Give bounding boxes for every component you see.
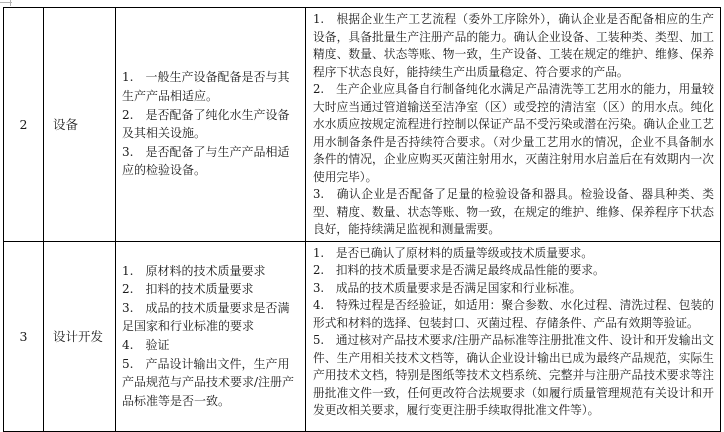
check-item: 3. 是否配备了与生产产品相适应的检验设备。 [122, 144, 290, 178]
table-row [4, 8, 721, 242]
category-cell [44, 241, 116, 431]
audit-checklist-table [3, 7, 721, 432]
row-number: 3 [19, 328, 28, 344]
check-item: 2. 是否配备了纯化水生产设备及其相关设施。 [122, 107, 290, 141]
check-item: 2. 扣料的技术质量要求 [122, 282, 254, 297]
category-cell [44, 8, 116, 242]
check-detail: 2. 生产企业应具备自行制备纯化水满足产品清洗等工艺用水的能力，用量较大时应当通过管道输送至洁净室（区）或受控的清洁室（区）的用水点。纯化水水质应按规定流程进行控制以保证产品不受污染或潜在污染。确认企业工艺用水制备条件是否持续符合要求。（对少量工艺用水的情况，企业不具备制水条件的情况，企业应购买灭菌注射用水，灭菌注射用水启盖后在有效期内一次使用完毕）。 [313, 82, 714, 184]
check-detail: 1. 是否已确认了原材料的质量等级或技术质量要求。 [313, 245, 593, 260]
check-detail: 2. 扣料的技术质量要求是否满足最终成品性能的要求。 [313, 263, 605, 277]
page-margin-crop-mark-vertical [10, 0, 11, 6]
check-detail: 4. 特殊过程是否经验证，如适用：聚合参数、水化过程、清洗过程、包装的形式和材料的选择、包装封口、灭菌过程、存储条件、产品有效期等验证。 [313, 298, 714, 330]
check-item: 1. 原材料的技术质量要求 [122, 263, 266, 278]
check-details-cell [306, 241, 721, 431]
row-number-cell [4, 241, 44, 431]
check-item: 5. 产品设计输出文件，生产用产品规范与产品技术要求/注册产品标准等是否一致。 [122, 356, 295, 408]
row-number-cell [4, 8, 44, 242]
check-items-cell [116, 8, 306, 242]
category-label: 设计开发 [53, 329, 104, 344]
check-item: 3. 成品的技术质量要求是否满足国家和行业标准的要求 [122, 300, 290, 334]
check-detail: 3. 确认企业是否配备了足量的检验设备和器具。检验设备、器具种类、类型、精度、数量、状态等账、物一致，在规定的维护、维修、保养程序下状态良好，能持续满足监视和测量需要。 [313, 187, 714, 236]
check-detail: 5. 通过核对产品技术要求/注册产品标准等注册批准文件、设计和开发输出文件、生产用相关技术文档等，确认企业设计输出已成为最终产品规范，实际生产用技术文档，特别是图纸等技术文档系统、完整并与注册产品技术要求等注册批准文件一致，任何更改符合法规要求（如履行质量管理规范有关设计和开发更改相关要求，履行变更注册手续取得批准文件等）。 [313, 333, 714, 417]
table-row [4, 241, 721, 431]
check-details-cell [306, 8, 721, 242]
category-label: 设备 [53, 117, 79, 133]
check-detail: 3. 成品的技术质量要求是否满足国家和行业标准。 [313, 280, 582, 295]
check-items-cell [116, 241, 306, 431]
check-detail: 1. 根据企业生产工艺流程（委外工序除外），确认企业是否配备相应的生产设备，具备批量生产注册产品的能力。确认企业设备、工装种类、类型、加工精度、数量、状态等账、物一致，生产设备、工装在规定的维护、维修、保养程序下状态良好，能持续生产出质量稳定、符合要求的产品。 [313, 12, 714, 79]
check-item: 4. 验证 [122, 338, 170, 352]
row-number: 2 [19, 116, 28, 132]
check-item: 1. 一般生产设备配备是否与其生产产品相适应。 [122, 70, 290, 104]
